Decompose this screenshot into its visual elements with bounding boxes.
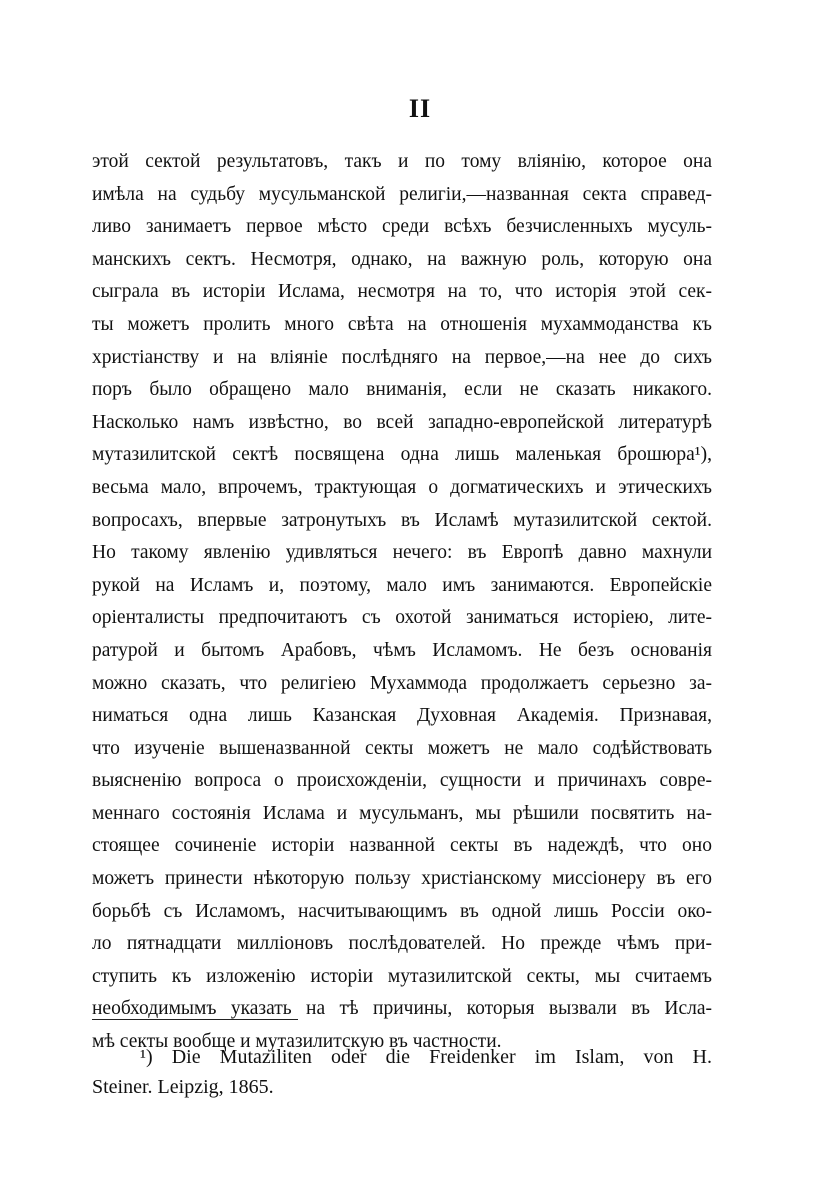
footnote-marker: ¹): [140, 1046, 153, 1068]
text-line: весьма мало, впрочемъ, трактующая о догматическихъ и этическихъ: [92, 476, 712, 498]
text-line: мутазилитской сектѣ посвящена одна лишь маленькая брошюра¹),: [92, 444, 712, 466]
text-line: выясненію вопроса о происхожденіи, сущности и причинахъ совре-: [92, 770, 712, 792]
text-line: меннаго состоянія Ислама и мусульманъ, мы рѣшили посвятить на-: [92, 802, 712, 824]
text-line: можетъ принести нѣкоторую пользу христіанскому миссіонеру въ его: [92, 868, 712, 890]
footnote-line: [92, 1042, 712, 1072]
text-line: сыграла въ исторіи Ислама, несмотря на то, что исторія этой сек-: [92, 281, 712, 303]
text-line: что изученіе вышеназванной секты можетъ не мало содѣйствовать: [92, 737, 712, 759]
text-line: манскихъ сектъ. Несмотря, однако, на важную роль, которую она: [92, 248, 712, 270]
text-line: стоящее сочиненіе исторіи названной секты въ надеждѣ, что оно: [92, 835, 712, 857]
footnote: [92, 1042, 712, 1102]
text-line: оріенталисты предпочитаютъ съ охотой заниматься исторіею, лите-: [92, 607, 712, 629]
text-line: Но такому явленію удивляться нечего: въ Европѣ давно махнули: [92, 542, 712, 564]
text-line: необходимымъ указать на тѣ причины, которыя вызвали въ Исла-: [92, 998, 712, 1020]
text-line: ло пятнадцати милліоновъ послѣдователей. Но прежде чѣмъ при-: [92, 933, 712, 955]
text-line: ливо занимаетъ первое мѣсто среди всѣхъ безчисленныхъ мусуль-: [92, 216, 712, 238]
text-line: борьбѣ съ Исламомъ, насчитывающимъ въ одной лишь Россіи око-: [92, 900, 712, 922]
text-line: поръ было обращено мало вниманія, если не сказать никакого.: [92, 379, 712, 401]
text-line: мѣ секты вообще и мутазилитскую въ частности.: [92, 1031, 502, 1053]
footnote-line-2: Steiner. Leipzig, 1865.: [92, 1076, 274, 1098]
page-number: II: [408, 94, 432, 123]
text-line: вопросахъ, впервые затронутыхъ въ Исламѣ мутазилитской сектой.: [92, 509, 712, 531]
body-text: [92, 146, 712, 1059]
text-line: рукой на Исламъ и, поэтому, мало имъ занимаются. Европейскіе: [92, 574, 712, 596]
footnote-text: Die Mutaziliten oder die Freidenker im Islam, von H.: [171, 1046, 712, 1068]
text-line: ступить къ изложенію исторіи мутазилитской секты, мы считаемъ: [92, 965, 712, 987]
text-line: Насколько намъ извѣстно, во всей западно-европейской литературѣ: [92, 411, 712, 433]
text-line: ратурой и бытомъ Арабовъ, чѣмъ Исламомъ. Не безъ основанія: [92, 639, 712, 661]
text-line: ты можетъ пролить много свѣта на отношенія мухаммоданства къ: [92, 313, 712, 335]
text-line: ниматься одна лишь Казанская Духовная Академія. Признавая,: [92, 705, 712, 727]
text-line: можно сказать, что религіею Мухаммода продолжаетъ серьезно за-: [92, 672, 712, 694]
text-line: этой сектой результатовъ, такъ и по тому вліянію, которое она: [92, 151, 712, 172]
text-line: имѣла на судьбу мусульманской религіи,—названная секта справед-: [92, 183, 712, 205]
text-line: христіанству и на вліяніе послѣдняго на первое,—на нее до сихъ: [92, 346, 712, 368]
footnote-divider: [92, 1019, 298, 1020]
